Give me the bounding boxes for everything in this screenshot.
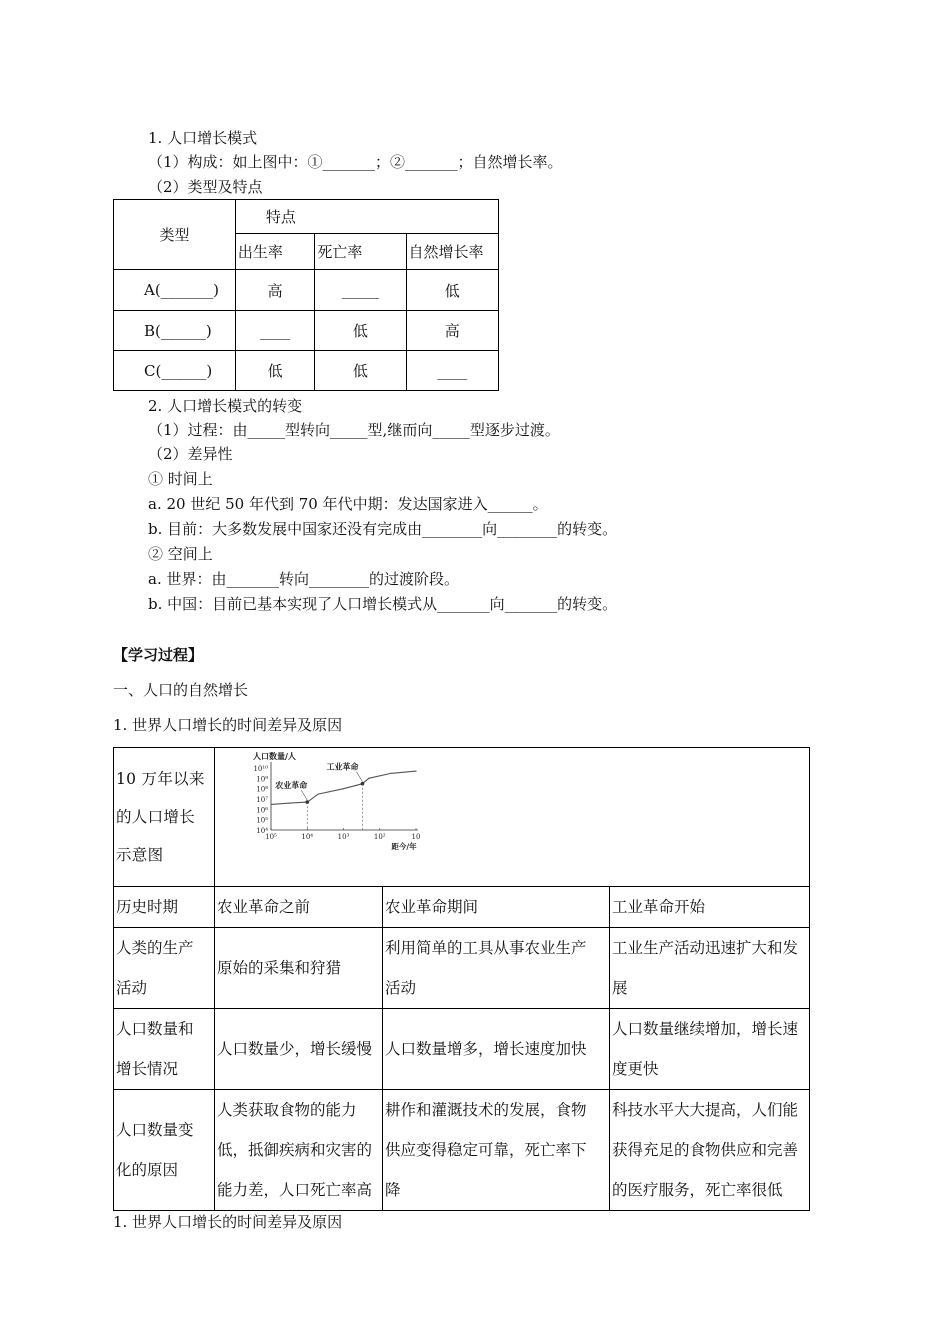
industrial-revolution-pointer xyxy=(356,772,362,782)
death-cell: 低 xyxy=(315,351,406,391)
cell-industrial xyxy=(610,1009,810,1090)
cell-before-agri xyxy=(215,1009,383,1090)
birth-cell: ____ xyxy=(235,311,314,351)
table-row xyxy=(114,351,499,391)
industrial-revolution-label: 工业革命 xyxy=(326,761,359,772)
features-header: 特点 xyxy=(235,200,498,234)
row-label xyxy=(114,1090,215,1211)
type-header: 类型 xyxy=(114,200,236,270)
cell-line: 获得充足的食物供应和完善 xyxy=(612,1141,799,1159)
label-line: 人类的生产 xyxy=(116,939,194,957)
x-axis-label: 距今/年 xyxy=(391,842,417,851)
cell-line: 原始的采集和狩猎 xyxy=(217,959,342,977)
x-tick-label: 10 xyxy=(411,833,421,841)
y-tick-label: 10⁶ xyxy=(256,806,268,815)
x-tick-label: 10³ xyxy=(337,833,350,841)
label-line: 的人口增长 xyxy=(116,808,196,826)
y-axis-label: 人口数量/人 xyxy=(253,751,296,761)
x-tick-label: 10⁴ xyxy=(301,833,314,841)
cell-line: 降 xyxy=(385,1181,401,1199)
cell-before-agri xyxy=(215,887,383,928)
cell-industrial xyxy=(610,887,810,928)
death-cell: 低 xyxy=(315,311,406,351)
section2-process: （1）过程：由_____型转向_____型,继而向_____型逐步过渡。 xyxy=(148,421,560,439)
chart-cell xyxy=(215,748,810,887)
section1-item2: （2）类型及特点 xyxy=(148,178,263,196)
population-growth-chart xyxy=(231,748,431,858)
cell-line: 人口数量少，增长缓慢 xyxy=(217,1040,373,1058)
section1-title: 1. 人口增长模式 xyxy=(148,129,258,147)
chart-row-label xyxy=(114,748,215,887)
data-point xyxy=(368,778,369,779)
cell-before-agri xyxy=(215,1090,383,1211)
label-line: 化的原因 xyxy=(116,1161,179,1179)
death-cell: _____ xyxy=(315,270,406,311)
cell-line: 人口数量继续增加，增长速 xyxy=(612,1020,799,1038)
table-row xyxy=(114,270,499,311)
cell-line: 人类获取食物的能力 xyxy=(217,1101,357,1119)
label-line: 10 万年以来 xyxy=(116,770,205,788)
cell-line: 工业革命开始 xyxy=(612,898,706,916)
section1-item1: （1）构成：如上图中：①_______；②_______；自然增长率。 xyxy=(148,153,563,171)
x-tick-label: 10⁵ xyxy=(265,833,277,841)
cell-line: 科技水平大大提高，人们能 xyxy=(612,1101,799,1119)
cell-line: 能力差，人口死亡率高 xyxy=(217,1181,373,1199)
data-point xyxy=(343,788,344,789)
row-label: B(______) xyxy=(114,311,236,351)
footer-line: 1. 世界人口增长的时间差异及原因 xyxy=(113,1213,343,1231)
label-line: 历史时期 xyxy=(116,898,179,916)
label-line: 人口数量和 xyxy=(116,1020,194,1038)
data-point xyxy=(318,793,319,794)
y-tick-label: 10⁷ xyxy=(256,796,268,804)
cell-line: 利用简单的工具从事农业生产 xyxy=(385,939,587,957)
cell-line: 的医疗服务，死亡率很低 xyxy=(612,1181,783,1199)
row-label xyxy=(114,887,215,928)
section2-title: 2. 人口增长模式的转变 xyxy=(148,397,303,415)
cell-line: 耕作和灌溉技术的发展，食物 xyxy=(385,1101,587,1119)
learning-sub1: 1. 世界人口增长的时间差异及原因 xyxy=(113,716,343,734)
population-model-table xyxy=(113,199,499,391)
natural-cell: 低 xyxy=(406,270,499,311)
cell-during-agri xyxy=(383,887,610,928)
data-point xyxy=(415,771,416,772)
y-tick-label: 10⁸ xyxy=(256,785,268,794)
section2-time-a: a. 20 世纪 50 年代到 70 年代中期：发达国家进入______。 xyxy=(148,495,548,513)
section2-space: ② 空间上 xyxy=(148,545,213,563)
data-point xyxy=(390,773,391,774)
cell-line: 农业革命之前 xyxy=(217,898,311,916)
cell-line: 活动 xyxy=(385,979,417,997)
y-tick-label: 10⁹ xyxy=(256,775,268,784)
natural-rate-header: 自然增长率 xyxy=(406,234,499,270)
row-label: C(______) xyxy=(114,351,236,391)
label-line: 人口数量变 xyxy=(116,1121,194,1139)
natural-cell: 高 xyxy=(406,311,499,351)
cell-line: 展 xyxy=(612,979,628,997)
cell-during-agri xyxy=(383,1009,610,1090)
natural-cell: ____ xyxy=(406,351,499,391)
cell-during-agri xyxy=(383,928,610,1009)
section2-time: ① 时间上 xyxy=(148,470,213,488)
row-label xyxy=(114,928,215,1009)
label-line: 示意图 xyxy=(116,846,164,864)
row-label: A(_______) xyxy=(114,270,236,311)
death-rate-header: 死亡率 xyxy=(315,234,406,270)
cell-industrial xyxy=(610,928,810,1009)
y-tick-label: 10⁴ xyxy=(256,827,268,835)
cell-line: 低，抵御疾病和灾害的 xyxy=(217,1141,373,1159)
cell-industrial xyxy=(610,1090,810,1211)
section2-space-b: b. 中国：目前已基本实现了人口增长模式从_______向_______的转变。 xyxy=(148,595,618,613)
agri-revolution-pointer xyxy=(301,790,307,800)
data-point xyxy=(270,804,271,805)
x-tick-label: 10² xyxy=(373,833,386,841)
row-label xyxy=(114,1009,215,1090)
cell-line: 供应变得稳定可靠，死亡率下 xyxy=(385,1141,587,1159)
section2-diff: （2）差异性 xyxy=(148,445,233,463)
learning-heading: 【学习过程】 xyxy=(113,646,204,664)
cell-line: 度更快 xyxy=(612,1060,659,1078)
birth-cell: 高 xyxy=(235,270,314,311)
data-point xyxy=(289,803,290,804)
y-tick-label: 10¹⁰ xyxy=(253,765,268,773)
cell-line: 工业生产活动迅速扩大和发 xyxy=(612,939,799,957)
birth-rate-header: 出生率 xyxy=(235,234,314,270)
birth-cell: 低 xyxy=(235,351,314,391)
label-line: 增长情况 xyxy=(116,1060,179,1078)
section2-space-a: a. 世界：由_______转向________的过渡阶段。 xyxy=(148,570,459,588)
label-line: 活动 xyxy=(116,979,148,997)
section2-time-b: b. 目前：大多数发展中国家还没有完成由________向________的转变。 xyxy=(148,520,618,538)
y-tick-label: 10⁵ xyxy=(256,816,268,825)
cell-during-agri xyxy=(383,1090,610,1211)
population-growth-table xyxy=(113,747,810,1211)
table-row xyxy=(114,311,499,351)
learning-part1: 一、人口的自然增长 xyxy=(113,681,249,699)
agri-revolution-label: 农业革命 xyxy=(275,780,308,791)
cell-before-agri xyxy=(215,928,383,1009)
cell-line: 农业革命期间 xyxy=(385,898,479,916)
cell-line: 人口数量增多，增长速度加快 xyxy=(385,1040,587,1058)
